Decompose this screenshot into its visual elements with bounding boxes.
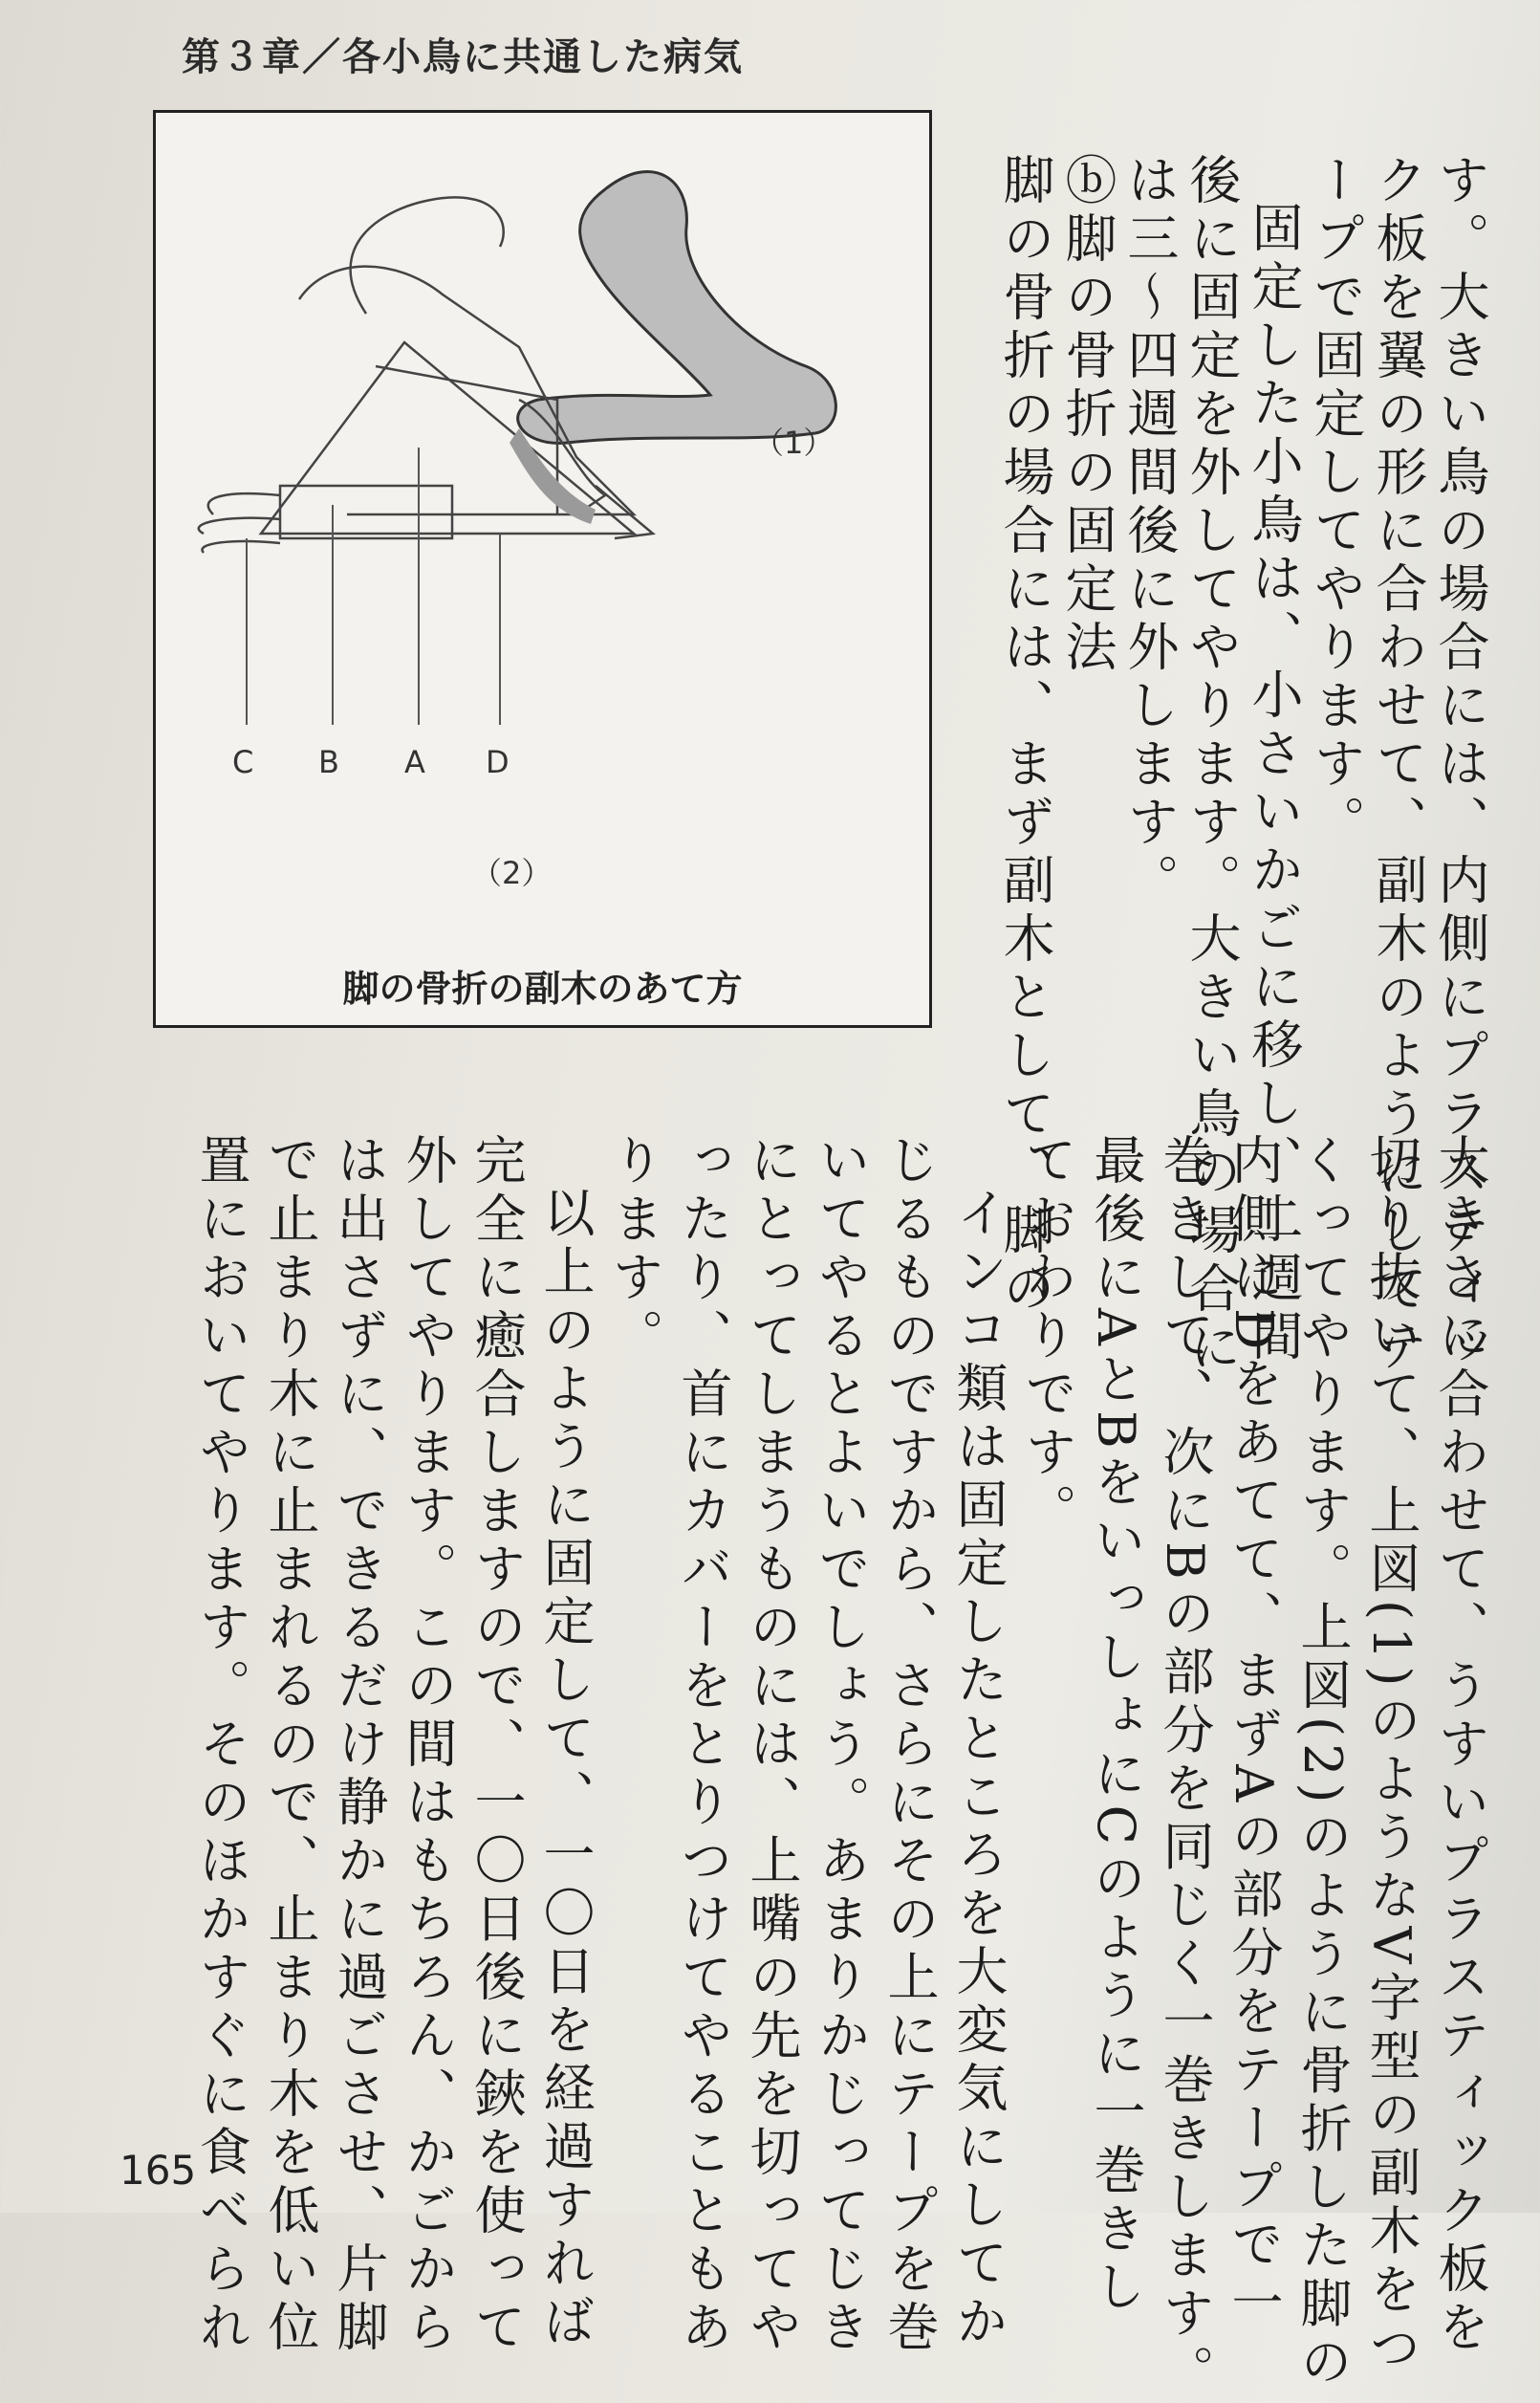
splint-figure <box>153 110 932 1028</box>
text-column: は出さずに、できるだけ静かに過ごさせ、片脚 <box>329 1133 389 2358</box>
v-splint-shape <box>518 171 836 443</box>
text-column: 巻きして、次にBの部分を同じく一巻きします。 <box>1155 1133 1215 2403</box>
pointer-lines <box>247 448 500 725</box>
section-heading: ⓑ脚の骨折の固定法 <box>1057 153 1117 678</box>
text-column: 以上のように固定して、一〇日を経過すれば <box>535 1186 596 2352</box>
figure-label-1: （1） <box>753 425 835 461</box>
text-column: インコ類は固定したところを大変気にしてか <box>948 1186 1009 2352</box>
text-column: 固定した小鳥は、小さいかごに移し、二週間 <box>1244 201 1304 1367</box>
text-column: くってやります。上図(2)のように骨折した脚の <box>1292 1133 1353 2393</box>
text-column: ク板を翼の形に合わせて、副木のようにしてテ <box>1368 153 1428 1378</box>
text-column: 大きさに合わせて、うすいプラスティック板を <box>1430 1133 1490 2358</box>
text-column: いてやるとよいでしょう。あまりかじってじき <box>811 1133 871 2358</box>
text-column: は三～四週間後に外します。 <box>1119 153 1180 911</box>
text-column: ったり、首にカバーをとりつけてやることもあ <box>673 1133 733 2358</box>
text-column: にとってしまうものには、上嘴の先を切ってや <box>742 1133 802 2358</box>
text-column: ておわりです。 <box>1017 1133 1077 1541</box>
chapter-header: 第３章／各小鳥に共通した病気 <box>182 35 744 79</box>
pointer-letter-a: A <box>404 744 425 780</box>
text-column: 置においてやります。そのほかすぐに食べられ <box>191 1133 251 2358</box>
splint-illustration <box>156 113 935 1031</box>
page-number: 165 <box>119 2147 197 2194</box>
text-column: 最後にAとBをいっしょにCのように一巻きし <box>1086 1133 1146 2318</box>
pointer-letter-d: D <box>486 744 510 780</box>
text-column: 完全に癒合しますので、一〇日後に鋏を使って <box>466 1133 527 2358</box>
pointer-letter-c: C <box>232 744 254 780</box>
text-column: じるものですから、さらにその上にテープを巻 <box>879 1133 940 2358</box>
text-column: ープで固定してやります。 <box>1306 153 1366 853</box>
text-column: 外してやります。この間はもちろん、かごから <box>398 1133 458 2358</box>
figure-caption: 脚の骨折の副木のあて方 <box>342 968 743 1010</box>
text-column: す。大きい鳥の場合には、内側にプラスティッ <box>1430 153 1490 1378</box>
text-column: 後に固定を外してやります。大きい鳥の場合に <box>1182 153 1242 1378</box>
text-column: で止まり木に止まれるので、止まり木を低い位 <box>260 1133 320 2358</box>
pointer-letter-b: B <box>318 744 339 780</box>
text-column: ります。 <box>604 1133 664 1366</box>
text-column: 切り抜いて、上図(1)のようなV字型の副木をつ <box>1361 1133 1421 2379</box>
text-column: 脚の骨折の場合には、まず副木として、脚の <box>995 153 1055 1320</box>
text-column: 内側にDをあてて、まずAの部分をテープで一 <box>1224 1133 1284 2334</box>
figure-label-2: （2） <box>471 855 553 891</box>
